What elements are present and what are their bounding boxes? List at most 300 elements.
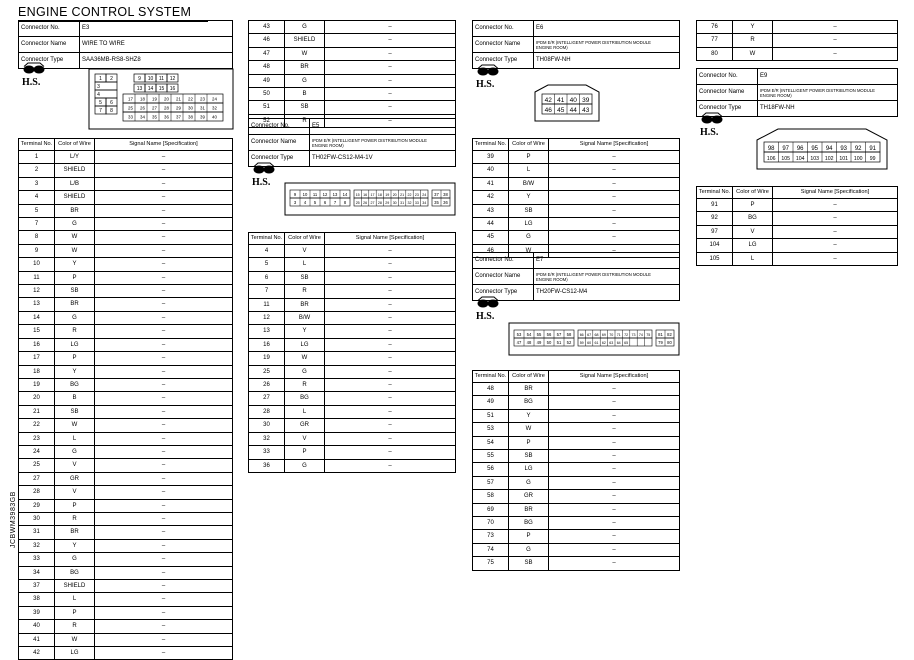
hs-label-e5: H.S. [252,177,271,188]
cell-signal-name: – [325,61,456,74]
cell-wire-color: GR [285,419,325,432]
cell-wire-color: LG [55,338,95,351]
cell-signal-name: – [325,285,456,298]
cell-wire-color: LG [509,218,549,231]
table-row [697,199,898,212]
terminal-table-e9 [696,186,898,266]
drawing-code: JCBWM3983GB [10,491,17,548]
svg-text:49: 49 [536,340,542,345]
svg-text:25: 25 [355,201,360,205]
cell-terminal-no: 33 [249,446,285,459]
svg-text:6: 6 [323,200,327,205]
svg-text:18: 18 [377,193,382,197]
cell-terminal-no: 19 [19,378,55,391]
svg-text:53: 53 [516,332,522,337]
cell-wire-color: BR [509,383,549,396]
table-row [249,352,456,365]
svg-text:24: 24 [212,96,217,102]
label-connector-type-e5: Connector Type [249,151,310,167]
cell-terminal-no: 34 [19,566,55,579]
table-row [473,151,680,164]
cell-terminal-no: 42 [19,647,55,660]
cell-signal-name: – [549,409,680,422]
cell-signal-name: – [549,164,680,177]
pin-diagram-e7 [508,322,680,356]
table-row [19,177,233,190]
cell-signal-name: – [325,419,456,432]
cell-terminal-no: 7 [19,218,55,231]
cell-signal-name: – [549,476,680,489]
value-connector-name-e3: WIRE TO WIRE [80,37,233,53]
cell-wire-color: W [55,419,95,432]
svg-text:30: 30 [188,105,193,111]
cell-terminal-no: 24 [19,445,55,458]
cell-signal-name: – [325,245,456,258]
svg-text:59: 59 [579,341,584,345]
svg-text:27: 27 [370,201,375,205]
table-row [473,543,680,556]
hs-label-e7: H.S. [476,311,495,322]
cell-signal-name: – [95,164,233,177]
svg-text:2: 2 [110,76,113,82]
th-color-of-wire: Color of Wire [55,139,95,151]
cell-signal-name: – [95,298,233,311]
cell-terminal-no: 48 [473,383,509,396]
cell-terminal-no: 38 [19,593,55,606]
table-row [19,432,233,445]
th-terminal-no-e6: Terminal No. [473,139,509,151]
cell-wire-color: P [55,271,95,284]
table-row [19,580,233,593]
svg-text:11: 11 [158,76,165,82]
value-connector-name-e6: IPDM E/R (INTELLIGENT POWER DISTRIBUTION MODULE [536,39,651,45]
value-connector-type-e9: TH18FW-NH [758,101,898,117]
cell-signal-name: – [95,499,233,512]
th-terminal-no-e5: Terminal No. [249,233,285,245]
cell-signal-name: – [95,204,233,217]
cell-wire-color: LG [285,338,325,351]
cell-signal-name: – [95,512,233,525]
table-row [19,325,233,338]
cell-terminal-no: 43 [473,204,509,217]
svg-text:33: 33 [128,114,133,120]
svg-text:56: 56 [546,332,552,337]
table-row [473,204,680,217]
table-row [19,258,233,271]
cell-terminal-no: 4 [249,245,285,258]
cell-wire-color: SHIELD [55,580,95,593]
cell-terminal-no: 20 [19,392,55,405]
table-row [473,396,680,409]
cell-signal-name: – [325,88,456,101]
cell-terminal-no: 13 [19,298,55,311]
cell-wire-color: B [285,88,325,101]
cell-wire-color: Y [509,409,549,422]
value-connector-name-sub-e6: ENGINE ROOM) [536,44,568,50]
svg-text:22: 22 [407,193,412,197]
cell-wire-color: L [55,432,95,445]
cell-signal-name: – [95,258,233,271]
svg-text:98: 98 [767,146,775,152]
cell-signal-name: – [549,463,680,476]
cell-wire-color: R [55,620,95,633]
svg-text:48: 48 [526,340,532,345]
cell-signal-name: – [95,486,233,499]
cell-terminal-no: 76 [697,21,733,34]
svg-text:73: 73 [631,333,636,337]
table-row [19,419,233,432]
cell-terminal-no: 12 [19,285,55,298]
cell-signal-name: – [95,338,233,351]
cell-wire-color: G [285,459,325,472]
cell-terminal-no: 11 [249,298,285,311]
table-row [473,517,680,530]
pin-diagram-e5 [284,182,456,216]
cell-terminal-no: 5 [19,204,55,217]
cell-terminal-no: 16 [249,338,285,351]
cell-signal-name: – [95,526,233,539]
table-row [19,298,233,311]
cell-wire-color: BG [509,396,549,409]
svg-text:60: 60 [587,341,592,345]
label-connector-no-e7: Connector No. [473,253,534,269]
svg-text:24: 24 [422,193,427,197]
cell-signal-name: – [95,325,233,338]
cell-terminal-no: 91 [697,199,733,212]
hs-label-e9: H.S. [700,127,719,138]
table-row [19,244,233,257]
cell-terminal-no: 46 [249,34,285,47]
cell-terminal-no: 33 [19,553,55,566]
cell-signal-name: – [325,114,456,127]
svg-text:32: 32 [407,201,412,205]
cell-signal-name: – [773,199,898,212]
cell-terminal-no: 75 [473,557,509,570]
cell-signal-name: – [95,593,233,606]
cell-signal-name: – [549,191,680,204]
cell-wire-color: LG [509,463,549,476]
svg-text:35: 35 [152,114,157,120]
cell-wire-color: W [733,47,773,60]
hs-symbol-e3 [22,62,62,94]
glasses-icon [253,162,275,175]
cell-wire-color: L [733,252,773,265]
cell-terminal-no: 37 [19,580,55,593]
th-color-of-wire-e9: Color of Wire [733,187,773,199]
svg-text:6: 6 [110,100,113,106]
cell-signal-name: – [325,74,456,87]
terminal-table-e6 [472,138,680,258]
table-row [19,231,233,244]
svg-text:70: 70 [609,333,614,337]
svg-text:19: 19 [385,193,390,197]
cell-terminal-no: 30 [19,512,55,525]
value-connector-type-e3: SAA36MB-RS8-SHZ8 [80,53,233,69]
table-row [19,566,233,579]
svg-text:38: 38 [188,114,193,120]
cell-signal-name: – [325,432,456,445]
svg-text:102: 102 [824,156,834,162]
table-row [249,61,456,74]
table-row [19,553,233,566]
cell-wire-color: SB [55,405,95,418]
cell-wire-color: SB [509,204,549,217]
svg-text:64: 64 [616,341,621,345]
table-row [19,620,233,633]
cell-wire-color: P [733,199,773,212]
cell-wire-color: W [285,47,325,60]
svg-text:17: 17 [370,193,375,197]
svg-text:72: 72 [624,333,629,337]
table-row [697,225,898,238]
value-connector-name-e9: IPDM E/R (INTELLIGENT POWER DISTRIBUTION MODULE [760,87,875,93]
cell-terminal-no: 45 [473,231,509,244]
svg-text:18: 18 [140,96,145,102]
cell-terminal-no: 39 [19,606,55,619]
cell-signal-name: – [773,225,898,238]
cell-wire-color: Y [55,365,95,378]
cell-wire-color: BG [55,378,95,391]
th-signal-name-e9: Signal Name [Specification] [773,187,898,199]
cell-wire-color: LG [733,239,773,252]
table-row [697,21,898,34]
cell-terminal-no: 9 [19,244,55,257]
svg-text:104: 104 [795,156,805,162]
cell-terminal-no: 58 [473,490,509,503]
label-connector-name-e9: Connector Name [697,85,758,101]
table-row [19,338,233,351]
glasses-icon [23,62,45,75]
svg-text:14: 14 [342,192,348,197]
cell-terminal-no: 43 [249,21,285,34]
cell-signal-name: – [95,378,233,391]
value-connector-name-e5: IPDM E/R (INTELLIGENT POWER DISTRIBUTION MODULE [312,137,427,143]
svg-text:96: 96 [796,146,804,152]
cell-wire-color: L [285,258,325,271]
table-row [19,271,233,284]
table-row [249,365,456,378]
svg-text:21: 21 [400,193,405,197]
cell-wire-color: G [55,553,95,566]
table-row [19,392,233,405]
cell-signal-name: – [95,285,233,298]
table-row [19,365,233,378]
table-row [249,459,456,472]
th-terminal-no-e9: Terminal No. [697,187,733,199]
label-connector-no: Connector No. [19,21,80,37]
cell-signal-name: – [549,244,680,257]
cell-wire-color: G [509,476,549,489]
svg-text:43: 43 [582,107,590,114]
svg-text:17: 17 [128,96,133,102]
cell-terminal-no: 48 [249,61,285,74]
cell-terminal-no: 41 [19,633,55,646]
cell-wire-color: W [55,633,95,646]
hs-label-e6: H.S. [476,79,495,90]
table-row [473,476,680,489]
svg-text:23: 23 [414,193,419,197]
cell-terminal-no: 49 [473,396,509,409]
table-row [249,446,456,459]
svg-text:79: 79 [658,340,663,345]
cell-terminal-no: 49 [249,74,285,87]
svg-text:82: 82 [667,332,672,337]
svg-text:41: 41 [557,97,565,104]
cell-terminal-no: 12 [249,312,285,325]
table-row [19,633,233,646]
cell-terminal-no: 31 [19,526,55,539]
svg-text:55: 55 [536,332,542,337]
cell-terminal-no: 2 [19,164,55,177]
connector-info-e5 [248,118,456,167]
svg-text:75: 75 [646,333,651,337]
table-row [473,231,680,244]
connector-info-e6 [472,20,680,69]
cell-wire-color: R [55,512,95,525]
cell-terminal-no: 74 [473,543,509,556]
table-row [473,177,680,190]
hs-symbol-e6 [476,64,516,96]
svg-text:12: 12 [322,192,328,197]
table-row [19,593,233,606]
cell-terminal-no: 11 [19,271,55,284]
cell-terminal-no: 27 [19,472,55,485]
cell-wire-color: R [55,325,95,338]
svg-text:37: 37 [434,192,439,197]
terminal-table-e3 [18,138,233,660]
cell-terminal-no: 21 [19,405,55,418]
cell-terminal-no: 7 [249,285,285,298]
cell-wire-color: BR [285,61,325,74]
cell-signal-name: – [95,620,233,633]
cell-terminal-no: 73 [473,530,509,543]
label-connector-no-e9: Connector No. [697,69,758,85]
cell-terminal-no: 44 [473,218,509,231]
svg-text:57: 57 [556,332,562,337]
table-row [249,312,456,325]
svg-text:54: 54 [526,332,532,337]
cell-terminal-no: 80 [697,47,733,60]
th-terminal-no-e7: Terminal No. [473,371,509,383]
th-color-of-wire-e6: Color of Wire [509,139,549,151]
cell-signal-name: – [95,459,233,472]
cell-wire-color: L [285,405,325,418]
svg-text:1: 1 [99,76,102,82]
cell-terminal-no: 41 [473,177,509,190]
cell-signal-name: – [95,311,233,324]
cell-terminal-no: 25 [19,459,55,472]
cell-wire-color: L/B [55,177,95,190]
cell-signal-name: – [325,47,456,60]
svg-text:58: 58 [566,332,572,337]
table-row [249,271,456,284]
cell-signal-name: – [95,633,233,646]
page-title: ENGINE CONTROL SYSTEM [18,5,192,19]
cell-signal-name: – [773,252,898,265]
svg-text:36: 36 [164,114,169,120]
cell-signal-name: – [325,325,456,338]
table-row [249,419,456,432]
cell-wire-color: GR [509,490,549,503]
cell-terminal-no: 40 [19,620,55,633]
table-row [19,405,233,418]
svg-text:29: 29 [385,201,390,205]
cell-wire-color: BR [55,204,95,217]
terminal-table-e8 [696,20,898,61]
svg-text:103: 103 [810,156,820,162]
cell-signal-name: – [549,204,680,217]
svg-text:32: 32 [212,105,217,111]
cell-terminal-no: 28 [249,405,285,418]
svg-text:68: 68 [594,333,599,337]
svg-text:13: 13 [136,86,143,92]
cell-wire-color: P [55,606,95,619]
cell-terminal-no: 42 [473,191,509,204]
table-row [249,74,456,87]
cell-signal-name: – [549,396,680,409]
cell-terminal-no: 28 [19,486,55,499]
table-row [249,245,456,258]
cell-wire-color: SB [55,285,95,298]
cell-wire-color: P [55,352,95,365]
table-row [19,218,233,231]
cell-signal-name: – [95,539,233,552]
svg-text:10: 10 [302,192,308,197]
cell-wire-color: V [285,432,325,445]
cell-wire-color: V [55,459,95,472]
svg-text:95: 95 [811,146,819,152]
svg-text:80: 80 [667,340,672,345]
cell-signal-name: – [325,405,456,418]
cell-wire-color: P [55,499,95,512]
cell-terminal-no: 23 [19,432,55,445]
svg-text:63: 63 [609,341,614,345]
th-color-of-wire-e5: Color of Wire [285,233,325,245]
cell-wire-color: P [509,530,549,543]
svg-text:62: 62 [601,341,606,345]
svg-text:25: 25 [128,105,133,111]
cell-wire-color: W [509,423,549,436]
cell-terminal-no: 5 [249,258,285,271]
cell-terminal-no: 69 [473,503,509,516]
value-connector-no-e6: E6 [534,21,680,37]
cell-wire-color: BR [509,503,549,516]
cell-wire-color: BG [55,566,95,579]
table-row [473,490,680,503]
svg-text:34: 34 [422,201,427,205]
table-row [249,34,456,47]
svg-text:40: 40 [569,97,577,104]
svg-text:42: 42 [544,97,552,104]
cell-wire-color: G [509,231,549,244]
value-connector-name-sub-e9: ENGINE ROOM) [760,92,792,98]
cell-wire-color: P [509,436,549,449]
table-row [697,252,898,265]
cell-terminal-no: 104 [697,239,733,252]
svg-text:29: 29 [176,105,181,111]
cell-signal-name: – [549,490,680,503]
cell-signal-name: – [95,365,233,378]
cell-signal-name: – [325,21,456,34]
cell-wire-color: SHIELD [55,164,95,177]
table-row [473,218,680,231]
svg-text:9: 9 [138,76,141,82]
svg-text:93: 93 [840,146,848,152]
table-row [249,258,456,271]
cell-wire-color: BR [55,526,95,539]
table-row [473,409,680,422]
table-row [249,285,456,298]
